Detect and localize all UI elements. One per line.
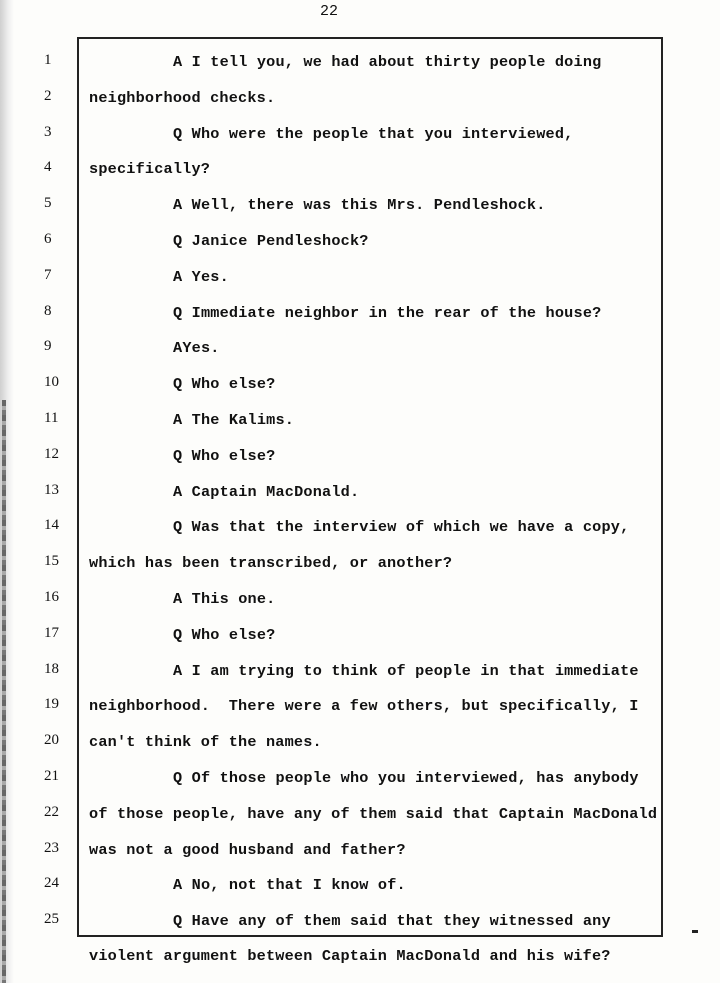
line-number: 12 xyxy=(44,446,59,462)
line-number: 10 xyxy=(44,374,59,390)
transcript-line: Q Who else? xyxy=(173,626,276,644)
transcript-line: Q Have any of them said that they witnessed any xyxy=(173,912,611,930)
line-number: 1 xyxy=(44,52,52,68)
transcript-line: Q Immediate neighbor in the rear of the house? xyxy=(173,304,602,322)
line-number: 8 xyxy=(44,303,52,319)
transcript-line: neighborhood. There were a few others, but specifically, I xyxy=(89,697,639,715)
line-number: 3 xyxy=(44,124,52,140)
scan-edge-shadow xyxy=(2,400,6,983)
transcript-line: A This one. xyxy=(173,590,276,608)
line-number: 16 xyxy=(44,589,59,605)
line-number: 11 xyxy=(44,410,59,426)
transcript-line: A The Kalims. xyxy=(173,411,295,429)
transcript-line: Q Of those people who you interviewed, has anybody xyxy=(173,769,639,787)
line-number: 13 xyxy=(44,482,59,498)
corner-mark xyxy=(692,930,698,933)
transcript-line: Q Who were the people that you interviewed, xyxy=(173,125,574,143)
transcript-line: A I tell you, we had about thirty people doing xyxy=(173,53,602,71)
line-number: 20 xyxy=(44,732,59,748)
continuation-line: violent argument between Captain MacDonald and his wife? xyxy=(89,947,611,965)
transcript-line: Q Who else? xyxy=(173,447,276,465)
transcript-line: A Well, there was this Mrs. Pendleshock. xyxy=(173,196,546,214)
transcript-line: of those people, have any of them said that Captain MacDonald xyxy=(89,805,658,823)
transcript-line: Q Was that the interview of which we have a copy, xyxy=(173,518,630,536)
line-number: 6 xyxy=(44,231,52,247)
line-number: 17 xyxy=(44,625,59,641)
transcript-line: specifically? xyxy=(89,160,211,178)
line-number: 4 xyxy=(44,159,52,175)
line-number: 19 xyxy=(44,696,59,712)
line-number: 2 xyxy=(44,88,52,104)
line-number: 7 xyxy=(44,267,52,283)
transcript-line: A No, not that I know of. xyxy=(173,876,406,894)
transcript-line: Q Janice Pendleshock? xyxy=(173,232,369,250)
line-number: 9 xyxy=(44,338,52,354)
page-number: 22 xyxy=(320,3,339,20)
transcript-line: A Captain MacDonald. xyxy=(173,483,360,501)
transcript-line: neighborhood checks. xyxy=(89,89,276,107)
transcript-line: A I am trying to think of people in that immediate xyxy=(173,662,639,680)
line-number: 21 xyxy=(44,768,59,784)
transcript-line: was not a good husband and father? xyxy=(89,841,406,859)
line-number: 15 xyxy=(44,553,59,569)
transcript-line: AYes. xyxy=(173,339,220,357)
line-number: 24 xyxy=(44,875,59,891)
line-number: 18 xyxy=(44,661,59,677)
transcript-line: A Yes. xyxy=(173,268,229,286)
transcript-line: Q Who else? xyxy=(173,375,276,393)
transcript-line: can't think of the names. xyxy=(89,733,322,751)
line-number: 25 xyxy=(44,911,59,927)
line-number: 14 xyxy=(44,517,59,533)
transcript-line: which has been transcribed, or another? xyxy=(89,554,453,572)
line-number: 23 xyxy=(44,840,59,856)
line-number: 22 xyxy=(44,804,59,820)
line-number: 5 xyxy=(44,195,52,211)
